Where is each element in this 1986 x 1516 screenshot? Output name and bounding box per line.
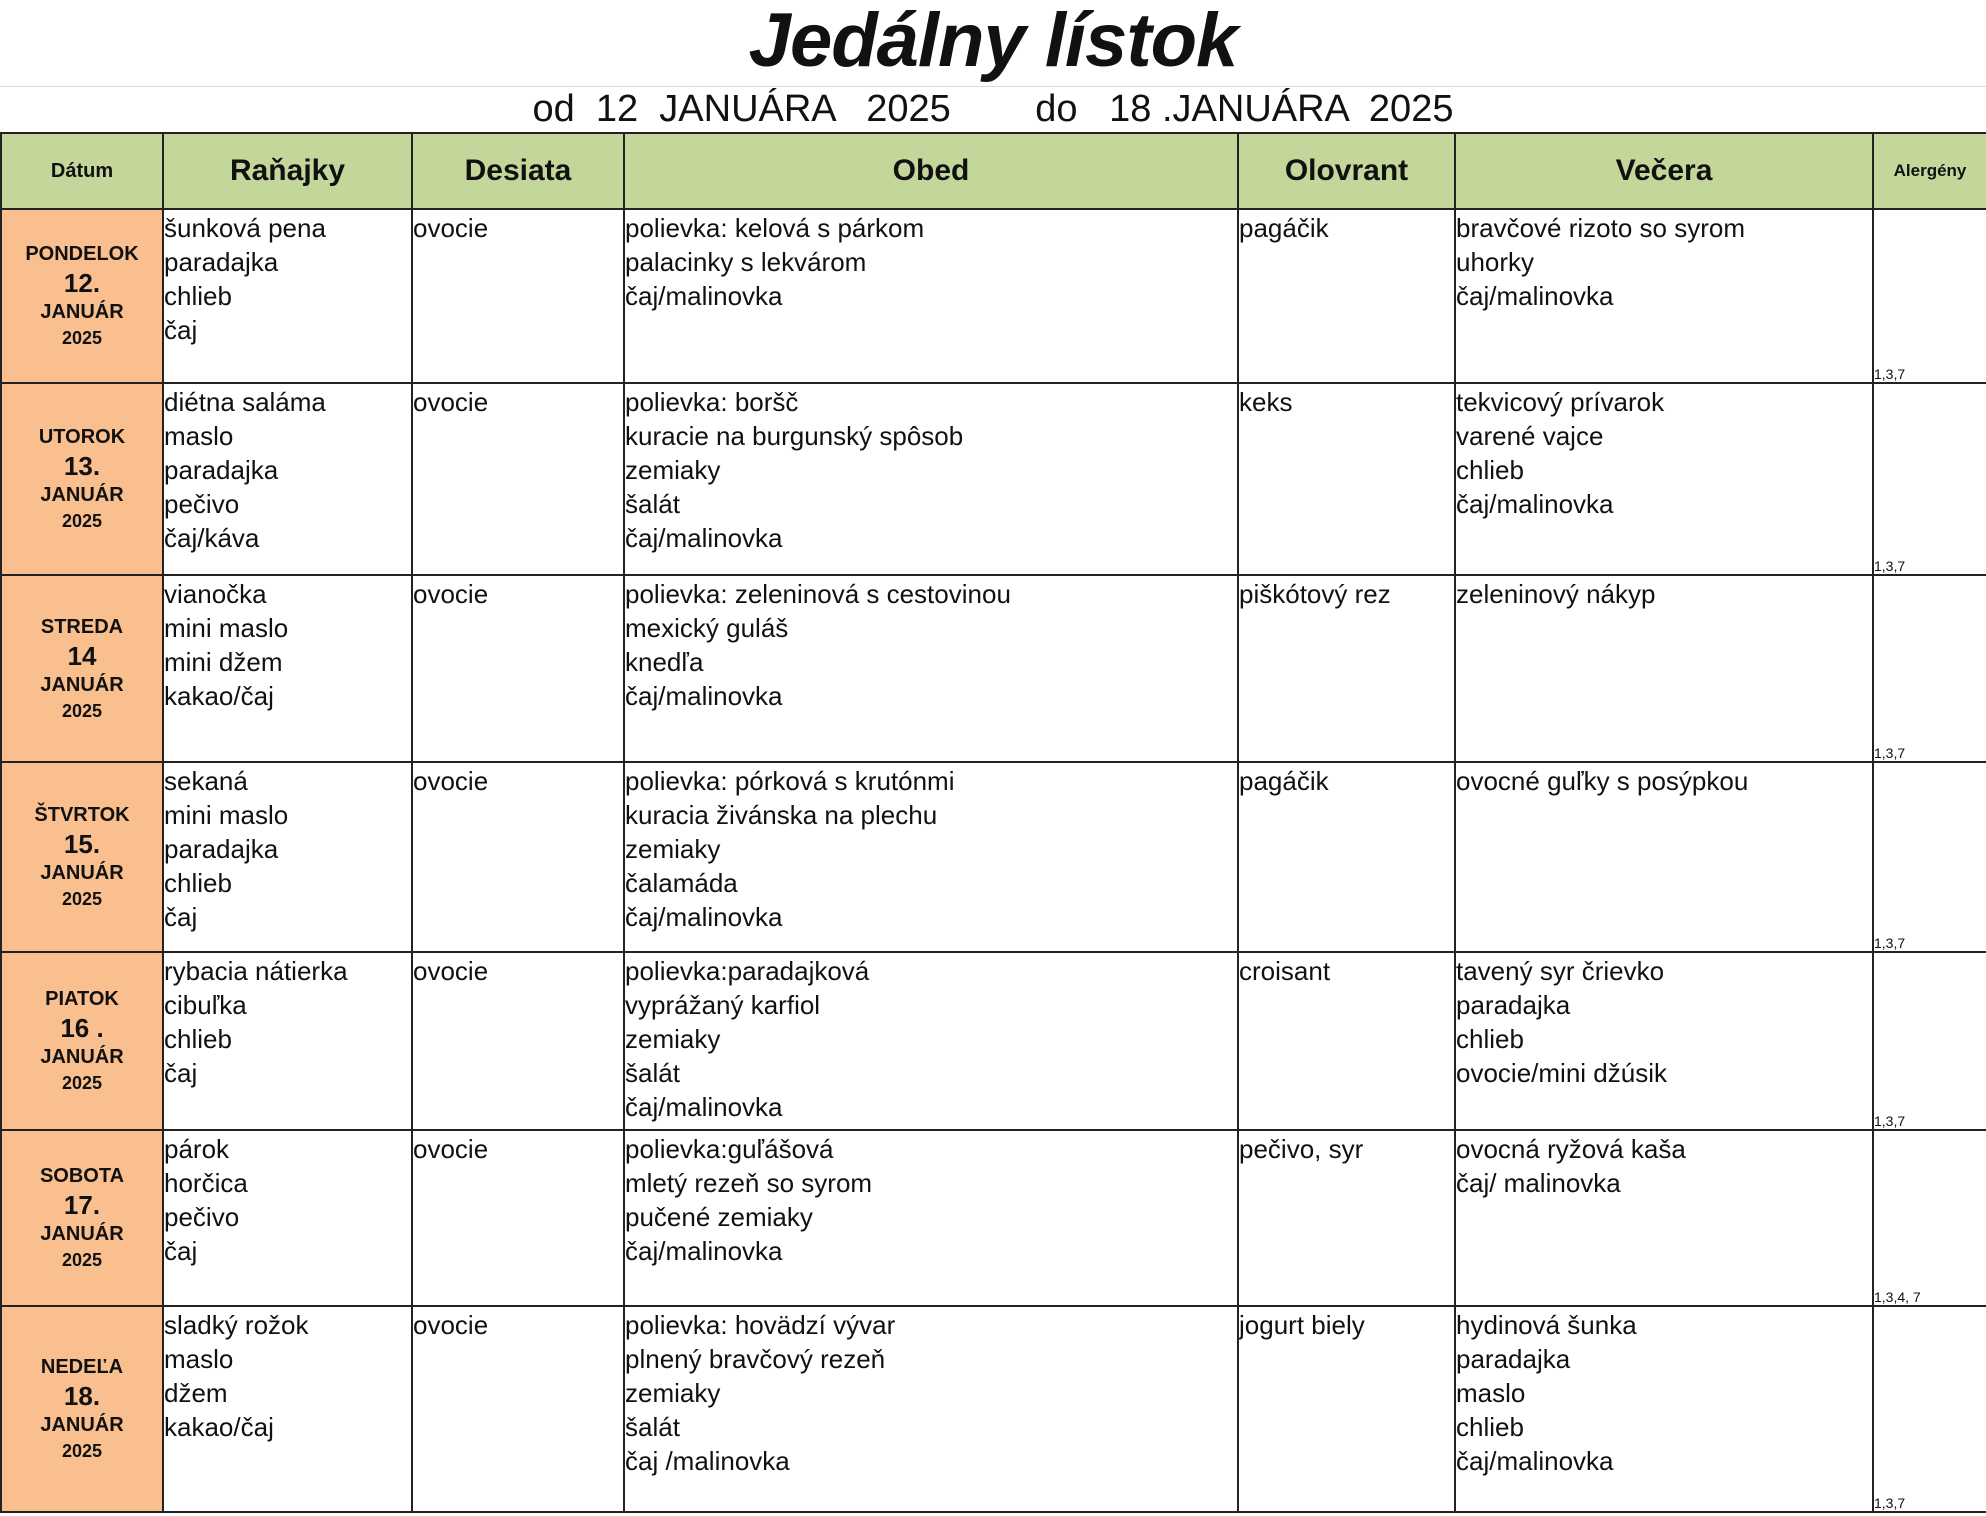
menu-item: polievka: hovädzí vývar xyxy=(625,1310,896,1340)
menu-item: ovocie xyxy=(413,579,489,609)
month-name: JANUÁR xyxy=(40,484,124,506)
col-header-allergens: Alergény xyxy=(1873,133,1986,209)
day-name: SOBOTA xyxy=(39,1165,125,1187)
menu-item: vyprážaný karfiol xyxy=(625,990,821,1020)
lunch-cell xyxy=(624,383,1238,575)
menu-item: paradajka xyxy=(1456,1344,1571,1374)
dinner-cell xyxy=(1455,1130,1873,1306)
menu-item: šalát xyxy=(625,489,680,519)
day-number: 13. xyxy=(63,451,101,481)
menu-item: bravčové rizoto so syrom xyxy=(1456,213,1745,243)
menu-item: čaj/ malinovka xyxy=(1456,1168,1621,1198)
menu-item: šalát xyxy=(625,1412,680,1442)
menu-item: croisant xyxy=(1239,956,1331,986)
allergen-codes: 1,3,7 xyxy=(1873,209,1986,383)
menu-item: ovocná ryžová kaša xyxy=(1456,1134,1686,1164)
date-cell xyxy=(1,952,163,1130)
menu-item: ovocie xyxy=(413,956,489,986)
month-name: JANUÁR xyxy=(40,1223,124,1245)
allergen-codes: 1,3,7 xyxy=(1873,952,1986,1130)
page-title: Jedálny lístok xyxy=(748,0,1238,83)
menu-item: čaj xyxy=(164,902,198,932)
date-range-row xyxy=(0,86,1986,132)
header-row xyxy=(1,133,1986,209)
date-range: od 12 JANUÁRA 2025 do 18 .JANUÁRA 2025 xyxy=(532,88,1454,130)
month-name: JANUÁR xyxy=(40,673,124,696)
day-row xyxy=(1,383,1986,575)
month-name: JANUÁR xyxy=(40,1414,124,1436)
menu-item: kuracie na burgunský spôsob xyxy=(625,421,964,451)
menu-item: ovocie/mini džúsik xyxy=(1456,1058,1667,1088)
menu-item: ovocné guľky s posýpkou xyxy=(1456,766,1749,796)
menu-item: ovocie xyxy=(413,1310,489,1340)
snack-am-cell xyxy=(412,762,624,952)
menu-item: paradajka xyxy=(164,455,279,485)
menu-item: plnený bravčový rezeň xyxy=(625,1344,886,1374)
dinner-cell xyxy=(1455,952,1873,1130)
menu-item: čaj/malinovka xyxy=(1456,281,1614,311)
menu-item: mexický guláš xyxy=(625,613,789,643)
menu-item: chlieb xyxy=(1456,455,1524,485)
snack-pm-cell xyxy=(1238,383,1455,575)
dinner-cell xyxy=(1455,1306,1873,1512)
menu-item: čaj/malinovka xyxy=(625,523,783,553)
menu-item: tekvicový prívarok xyxy=(1456,387,1665,417)
menu-item: ovocie xyxy=(413,1134,489,1164)
menu-item: tavený syr črievko xyxy=(1456,956,1665,986)
snack-pm-cell xyxy=(1238,1306,1455,1512)
menu-item: vianočka xyxy=(164,579,267,609)
menu-item: pečivo xyxy=(164,1202,240,1232)
menu-item: zemiaky xyxy=(625,834,721,864)
menu-item: šalát xyxy=(625,1058,680,1088)
year-label: 2025 xyxy=(61,1441,103,1461)
menu-item: paradajka xyxy=(164,247,279,277)
menu-item: čalamáda xyxy=(625,868,738,898)
day-name: ŠTVRTOK xyxy=(34,804,130,826)
menu-item: zemiaky xyxy=(625,1024,721,1054)
col-header-breakfast: Raňajky xyxy=(163,133,412,209)
col-header-date: Dátum xyxy=(1,133,163,209)
breakfast-cell xyxy=(163,1130,412,1306)
year-label: 2025 xyxy=(61,1073,103,1093)
year-label: 2025 xyxy=(61,328,103,348)
lunch-cell xyxy=(624,952,1238,1130)
snack-am-cell xyxy=(412,1306,624,1512)
month-name: JANUÁR xyxy=(40,301,124,323)
date-cell xyxy=(1,762,163,952)
col-header-lunch: Obed xyxy=(624,133,1238,209)
date-cell xyxy=(1,209,163,383)
menu-item: čaj /malinovka xyxy=(625,1446,790,1476)
day-row xyxy=(1,1130,1986,1306)
menu-item: polievka: pórková s krutónmi xyxy=(625,766,955,796)
month-name: JANUÁR xyxy=(40,1046,124,1068)
title-row xyxy=(0,0,1986,87)
menu-item: džem xyxy=(164,1378,228,1408)
menu-item: párok xyxy=(164,1134,230,1164)
date-cell xyxy=(1,575,163,762)
dinner-cell xyxy=(1455,383,1873,575)
snack-am-cell xyxy=(412,575,624,762)
menu-item: chlieb xyxy=(164,868,232,898)
menu-item: kakao/čaj xyxy=(164,681,274,711)
menu-item: ovocie xyxy=(413,766,489,796)
menu-item: čaj/malinovka xyxy=(1456,489,1614,519)
menu-item: pučené zemiaky xyxy=(625,1202,813,1232)
menu-item: ovocie xyxy=(413,387,489,417)
menu-item: polievka:guľášová xyxy=(625,1134,834,1164)
day-row xyxy=(1,575,1986,762)
menu-item: pečivo xyxy=(164,489,240,519)
day-number: 18. xyxy=(63,1381,101,1411)
col-header-snack-pm: Olovrant xyxy=(1238,133,1455,209)
allergen-codes: 1,3,7 xyxy=(1873,1306,1986,1512)
menu-item: kakao/čaj xyxy=(164,1412,274,1442)
day-number: 14 xyxy=(67,640,97,671)
menu-item: chlieb xyxy=(164,281,232,311)
day-number: 12. xyxy=(63,268,101,298)
month-name: JANUÁR xyxy=(40,862,124,884)
menu-item: hydinová šunka xyxy=(1456,1310,1637,1340)
breakfast-cell xyxy=(163,575,412,762)
lunch-cell xyxy=(624,1306,1238,1512)
snack-pm-cell xyxy=(1238,762,1455,952)
day-name: STREDA xyxy=(40,615,124,638)
snack-am-cell xyxy=(412,1130,624,1306)
snack-am-cell xyxy=(412,952,624,1130)
menu-item: horčica xyxy=(164,1168,248,1198)
menu-item: mini maslo xyxy=(164,800,289,830)
menu-item: mini maslo xyxy=(164,613,289,643)
day-row xyxy=(1,209,1986,383)
menu-item: čaj xyxy=(164,1236,198,1266)
menu-item: uhorky xyxy=(1456,247,1535,277)
lunch-cell xyxy=(624,575,1238,762)
day-row xyxy=(1,1306,1986,1512)
day-name: PIATOK xyxy=(45,988,119,1010)
allergen-codes: 1,3,7 xyxy=(1873,383,1986,575)
menu-item: maslo xyxy=(1456,1378,1526,1408)
menu-item: čaj/malinovka xyxy=(625,281,783,311)
snack-am-cell xyxy=(412,209,624,383)
day-number: 16 . xyxy=(60,1013,104,1043)
day-name: PONDELOK xyxy=(25,243,139,265)
year-label: 2025 xyxy=(61,1250,103,1270)
menu-item: čaj/malinovka xyxy=(625,1092,783,1122)
menu-item: palacinky s lekvárom xyxy=(625,247,867,277)
menu-item: sekaná xyxy=(164,766,248,796)
allergen-codes: 1,3,7 xyxy=(1873,575,1986,762)
date-cell xyxy=(1,383,163,575)
menu-table xyxy=(0,132,1986,1513)
menu-item: cibuľka xyxy=(164,990,247,1020)
snack-pm-cell xyxy=(1238,952,1455,1130)
menu-item: mletý rezeň so syrom xyxy=(625,1168,873,1198)
allergen-codes: 1,3,7 xyxy=(1873,762,1986,952)
snack-am-cell xyxy=(412,383,624,575)
year-label: 2025 xyxy=(61,700,103,721)
lunch-cell xyxy=(624,762,1238,952)
menu-item: čaj xyxy=(164,315,198,345)
menu-item: šunková pena xyxy=(164,213,326,243)
date-cell xyxy=(1,1130,163,1306)
menu-item: čaj/malinovka xyxy=(625,1236,783,1266)
dinner-cell xyxy=(1455,209,1873,383)
menu-item: čaj/malinovka xyxy=(625,681,783,711)
lunch-cell xyxy=(624,1130,1238,1306)
year-label: 2025 xyxy=(61,889,103,909)
menu-item: maslo xyxy=(164,1344,234,1374)
breakfast-cell xyxy=(163,383,412,575)
breakfast-cell xyxy=(163,952,412,1130)
menu-item: ovocie xyxy=(413,213,489,243)
menu-item: zeleninový nákyp xyxy=(1456,579,1656,609)
day-name: NEDEĽA xyxy=(40,1356,124,1378)
breakfast-cell xyxy=(163,209,412,383)
menu-item: polievka: boršč xyxy=(625,387,799,417)
menu-item: paradajka xyxy=(164,834,279,864)
menu-item: polievka: kelová s párkom xyxy=(625,213,925,243)
menu-item: zemiaky xyxy=(625,1378,721,1408)
menu-item: piškótový rez xyxy=(1239,579,1391,609)
menu-item: chlieb xyxy=(164,1024,232,1054)
menu-item: diétna saláma xyxy=(164,387,326,417)
breakfast-cell xyxy=(163,762,412,952)
menu-item: čaj/malinovka xyxy=(1456,1446,1614,1476)
menu-body xyxy=(1,209,1986,1512)
menu-item: varené vajce xyxy=(1456,421,1604,451)
snack-pm-cell xyxy=(1238,575,1455,762)
breakfast-cell xyxy=(163,1306,412,1512)
menu-item: čaj xyxy=(164,1058,198,1088)
dinner-cell xyxy=(1455,575,1873,762)
allergen-codes: 1,3,4, 7 xyxy=(1873,1130,1986,1306)
col-header-dinner: Večera xyxy=(1455,133,1873,209)
menu-item: paradajka xyxy=(1456,990,1571,1020)
day-row xyxy=(1,762,1986,952)
menu-item: rybacia nátierka xyxy=(164,956,348,986)
day-number: 17. xyxy=(63,1190,101,1220)
snack-pm-cell xyxy=(1238,209,1455,383)
menu-item: keks xyxy=(1239,387,1293,417)
menu-item: mini džem xyxy=(164,647,283,677)
dinner-cell xyxy=(1455,762,1873,952)
menu-item: čaj/malinovka xyxy=(625,902,783,932)
menu-item: jogurt biely xyxy=(1239,1310,1365,1340)
menu-item: polievka: zeleninová s cestovinou xyxy=(625,579,1011,609)
date-cell xyxy=(1,1306,163,1512)
menu-item: chlieb xyxy=(1456,1024,1524,1054)
col-header-snack-am: Desiata xyxy=(412,133,624,209)
menu-item: polievka:paradajková xyxy=(625,956,870,986)
day-name: UTOROK xyxy=(38,426,126,448)
menu-item: chlieb xyxy=(1456,1412,1524,1442)
menu-item: kuracia živánska na plechu xyxy=(625,800,938,830)
menu-item: pagáčik xyxy=(1239,213,1329,243)
day-row xyxy=(1,952,1986,1130)
menu-item: sladký rožok xyxy=(164,1310,309,1340)
lunch-cell xyxy=(624,209,1238,383)
menu-item: čaj/káva xyxy=(164,523,260,553)
menu-item: pagáčik xyxy=(1239,766,1329,796)
day-number: 15. xyxy=(63,829,101,859)
menu-item: maslo xyxy=(164,421,234,451)
menu-item: pečivo, syr xyxy=(1239,1134,1364,1164)
menu-item: knedľa xyxy=(625,647,704,677)
snack-pm-cell xyxy=(1238,1130,1455,1306)
year-label: 2025 xyxy=(61,511,103,531)
menu-item: zemiaky xyxy=(625,455,721,485)
